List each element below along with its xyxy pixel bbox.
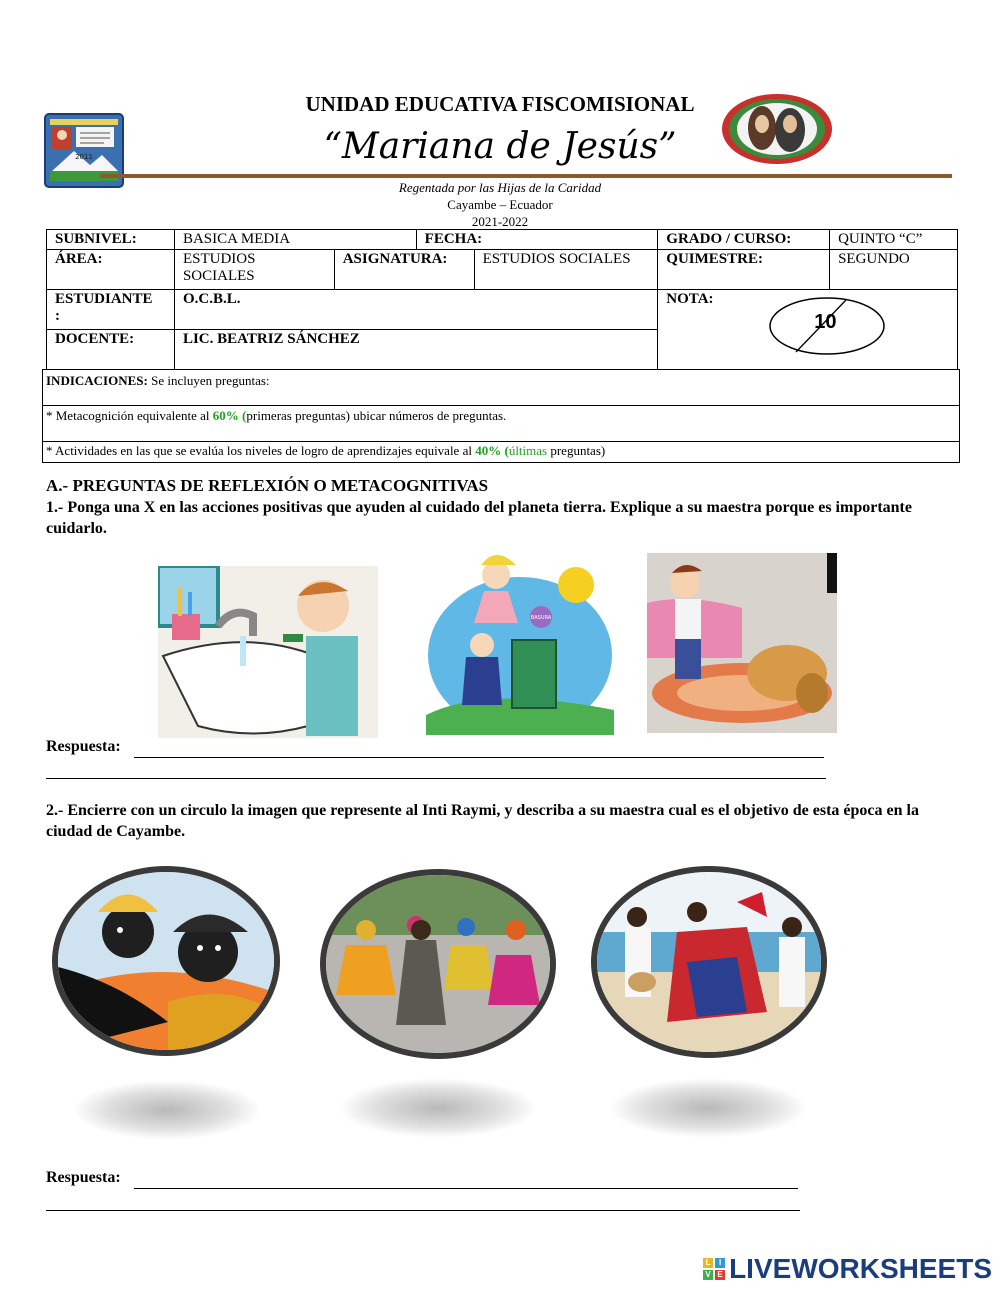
svg-text:BASURA: BASURA — [530, 615, 552, 621]
location-text: Cayambe – Ecuador — [447, 197, 553, 212]
answer-line-2a[interactable] — [134, 1188, 798, 1189]
recycling-kids-image[interactable] — [426, 545, 614, 735]
question-2: 2.- Encierre con un circulo la imagen que represente al Inti Raymi, y describa a su maestra cual es el objetivo de esta época en la ciudad de Cayambe. — [46, 802, 919, 840]
nota-cell — [658, 290, 958, 370]
svg-text:2011: 2011 — [75, 153, 93, 161]
question-1: 1.- Ponga una X en las acciones positivas que ayuden al cuidado del planeta tierra. Explique a su maestra porque es importante cuidarlo. — [46, 499, 912, 537]
quimestre-value: SEGUNDO — [830, 250, 958, 290]
grado-label: GRADO / CURSO: — [658, 230, 830, 250]
docente-value: LIC. BEATRIZ SÁNCHEZ — [174, 330, 657, 370]
quimestre-label: QUIMESTRE: — [658, 250, 830, 290]
fecha-label: FECHA: — [416, 230, 658, 250]
school-name: UNIDAD EDUCATIVA FISCOMISIONAL — [305, 92, 695, 116]
beach-dancers-image[interactable] — [591, 866, 827, 1058]
answer-label-1: Respuesta: — [46, 738, 121, 755]
grado-value: QUINTO “C” — [830, 230, 958, 250]
boy-washing-image[interactable] — [158, 566, 378, 738]
regentada-text: Regentada por las Hijas de la Caridad — [398, 180, 602, 195]
school-year: 2021-2022 — [471, 214, 529, 229]
grade-oval — [768, 296, 886, 356]
docente-label: DOCENTE: — [47, 330, 175, 370]
indications-row-2: * Metacognición equivalente al 60% (primeras preguntas) ubicar números de preguntas. — [42, 405, 960, 442]
nota-label: NOTA: — [666, 291, 714, 307]
estudiante-label: ESTUDIANTE : — [47, 290, 175, 330]
brand-text: LIVEWORKSHEETS — [729, 1253, 992, 1284]
image-shadow-1 — [72, 1080, 262, 1140]
carnival-masks-image[interactable] — [52, 866, 280, 1056]
subnivel-label: SUBNIVEL: — [47, 230, 175, 250]
image-shadow-3 — [608, 1078, 808, 1138]
indications-row-1: INDICACIONES: Se incluyen preguntas: — [42, 369, 960, 406]
area-value: ESTUDIOS SOCIALES — [174, 250, 334, 290]
boy-kicking-dog-image[interactable] — [647, 553, 837, 733]
brand-letter-blocks: L I V E — [702, 1257, 726, 1281]
asignatura-label: ASIGNATURA: — [334, 250, 474, 290]
area-label: ÁREA: — [47, 250, 175, 290]
answer-line-1a[interactable] — [134, 757, 824, 758]
student-info-table — [46, 229, 958, 370]
answer-line-2b[interactable] — [46, 1210, 800, 1211]
answer-label-2: Respuesta: — [46, 1169, 121, 1186]
header-divider — [100, 174, 952, 178]
indications-row-3: * Actividades en las que se evalúa los niveles de logro de aprendizajes equivale al 40% (últimas preguntas) — [42, 441, 960, 463]
section-title: A.- PREGUNTAS DE REFLEXIÓN O METACOGNITIVAS — [46, 476, 489, 495]
inti-raymi-dancers-image[interactable] — [320, 869, 556, 1059]
asignatura-value: ESTUDIOS SOCIALES — [474, 250, 658, 290]
estudiante-value: O.C.B.L. — [174, 290, 657, 330]
liveworksheets-logo — [702, 1253, 992, 1285]
grade-value: 10 — [814, 311, 837, 333]
answer-line-1b[interactable] — [46, 778, 826, 779]
subnivel-value: BASICA MEDIA — [174, 230, 416, 250]
school-motto: “Mariana de Jesús” — [323, 126, 677, 167]
image-shadow-2 — [338, 1078, 538, 1138]
